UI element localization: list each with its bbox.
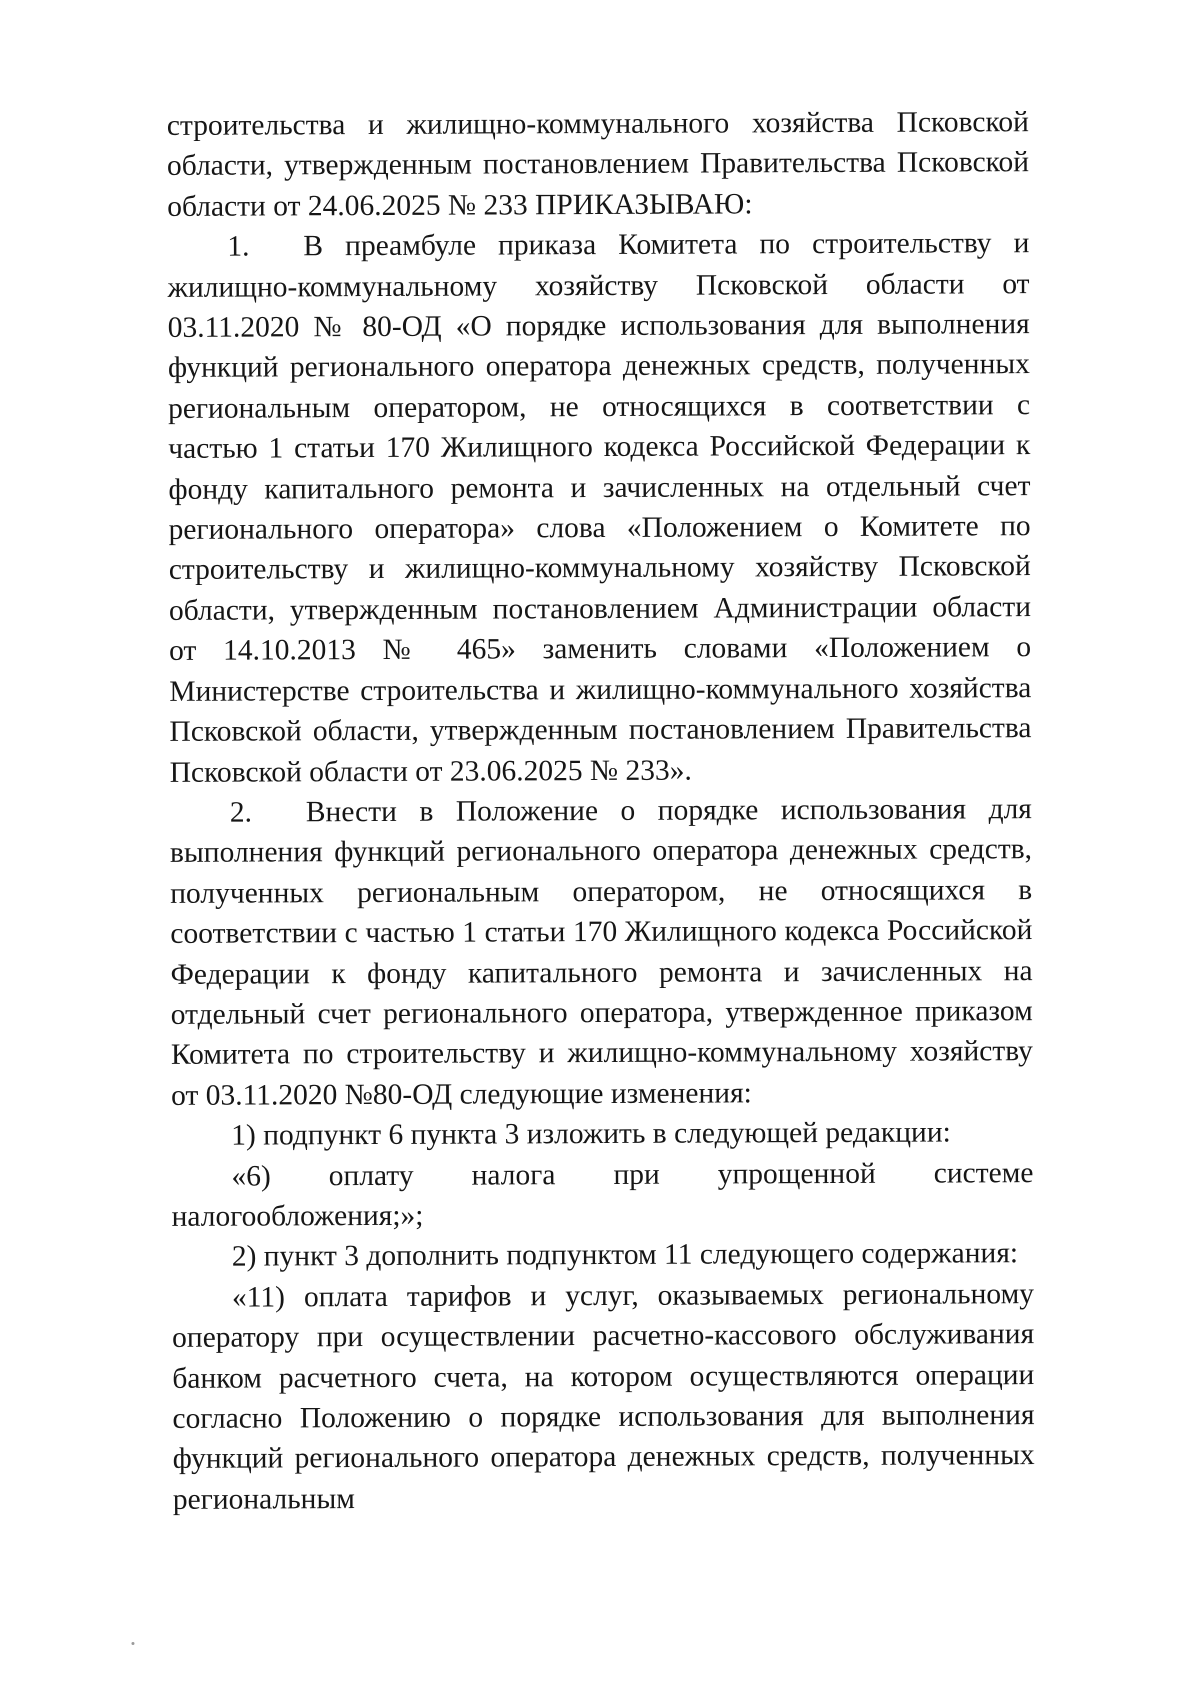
item-1-text: В преамбуле приказа Комитета по строительству и жилищно-коммунальному хозяйству Псковской области от 03.11.2020 № 80-ОД «О порядке использования для выполнения функций регионального оператора денежных средств, полученных региональным оператором, не относящихся в соответствии с частью 1 статьи 170 Жилищного кодекса Российской Федерации к фонду капитального ремонта и зачисленных на отдельный счет регионального оператора» слова «Положением о Комитете по строительству и жилищно-коммунальному хозяйству Псковской области, утвержденным постановлением Администрации области от 14.10.2013 № 465» заменить словами «Положением о Министерстве строительства и жилищно-коммунального хозяйства Псковской области, утвержденным постановлением Правительства Псковской области от 23.06.2025 № 233». [167, 227, 1032, 789]
document-body [167, 102, 1035, 1520]
item-1-number: 1. [227, 230, 250, 263]
item-2-number: 2. [229, 796, 253, 829]
subitem-1: 1) подпункт 6 пункта 3 изложить в следующей редакции: [231, 1116, 951, 1152]
subitem-2-quote: «11) оплата тарифов и услуг, оказываемых региональному оператору при осуществлении расчетно-кассового обслуживания банком расчетного счета, на котором осуществляются операции согласно Положению о порядке использования для выполнения функций регионального оператора денежных средств, полученных региональным [172, 1277, 1035, 1516]
item-2-text: Внести в Положение о порядке использования для выполнения функций регионального оператора денежных средств, полученных региональным оператором, не относящихся в соответствии с частью 1 статьи 170 Жилищного кодекса Российской Федерации к фонду капитального ремонта и зачисленных на отдельный счет регионального оператора, утвержденное приказом Комитета по строительству и жилищно-коммунальному хозяйству от 03.11.2020 №80-ОД следующие изменения: [169, 793, 1033, 1112]
scan-speck [131, 1642, 134, 1645]
subitem-2: 2) пункт 3 дополнить подпунктом 11 следующего содержания: [231, 1237, 1019, 1273]
preamble-continuation: строительства и жилищно-коммунального хозяйства Псковской области, утвержденным постановлением Правительства Псковской области от 24.06.2025 № 233 ПРИКАЗЫВАЮ: [166, 106, 1030, 223]
item-1-paragraph [167, 223, 1031, 792]
item-2-paragraph [170, 789, 1033, 1116]
subitem-1-quote: «6) оплату налога при упрощенной системе налогообложения;»; [171, 1156, 1034, 1233]
